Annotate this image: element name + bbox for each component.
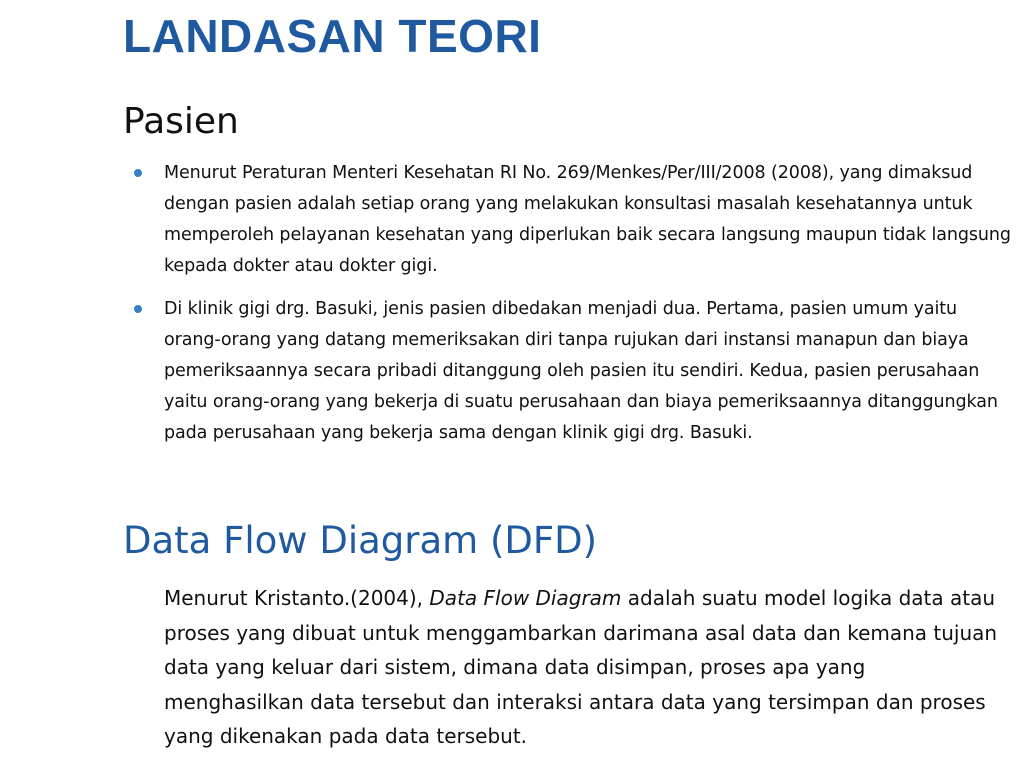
- dfd-definition-paragraph: [164, 581, 1009, 754]
- dfd-para-prefix: Menurut Kristanto.(2004),: [164, 586, 430, 610]
- bullet-dot-icon: [134, 169, 142, 177]
- section-heading-dfd: Data Flow Diagram (DFD): [123, 519, 598, 562]
- bullet-item: [132, 158, 1012, 282]
- dfd-para-italic-term: Data Flow Diagram: [429, 586, 622, 610]
- dfd-para-suffix: adalah suatu model logika data atau proses yang dibuat untuk menggambarkan darimana asal data dan kemana tujuan data yang keluar dari sistem, dimana data disimpan, proses apa yang menghasilkan data tersebut dan interaksi antara data yang tersimpan dan proses yang dikenakan pada data tersebut.: [164, 586, 998, 748]
- bullet-text: Di klinik gigi drg. Basuki, jenis pasien dibedakan menjadi dua. Pertama, pasien umum yaitu orang-orang yang datang memeriksakan diri tanpa rujukan dari instansi manapun dan biaya pemeriksaannya secara pribadi ditanggung oleh pasien itu sendiri. Kedua, pasien perusahaan yaitu orang-orang yang bekerja di suatu perusahaan dan biaya pemeriksaannya ditanggungkan pada perusahaan yang bekerja sama dengan klinik gigi drg. Basuki.: [164, 299, 998, 443]
- bullet-dot-icon: [134, 305, 142, 313]
- bullet-text: Menurut Peraturan Menteri Kesehatan RI No. 269/Menkes/Per/III/2008 (2008), yang dimaksud dengan pasien adalah setiap orang yang melakukan konsultasi masalah kesehatannya untuk memperoleh pelayanan kesehatan yang diperlukan baik secara langsung maupun tidak langsung kepada dokter atau dokter gigi.: [164, 163, 1011, 276]
- pasien-bullet-list: [132, 158, 1012, 461]
- section-heading-pasien: Pasien: [123, 101, 239, 142]
- bullet-item: [132, 294, 1012, 449]
- slide-title: LANDASAN TEORI: [123, 10, 542, 62]
